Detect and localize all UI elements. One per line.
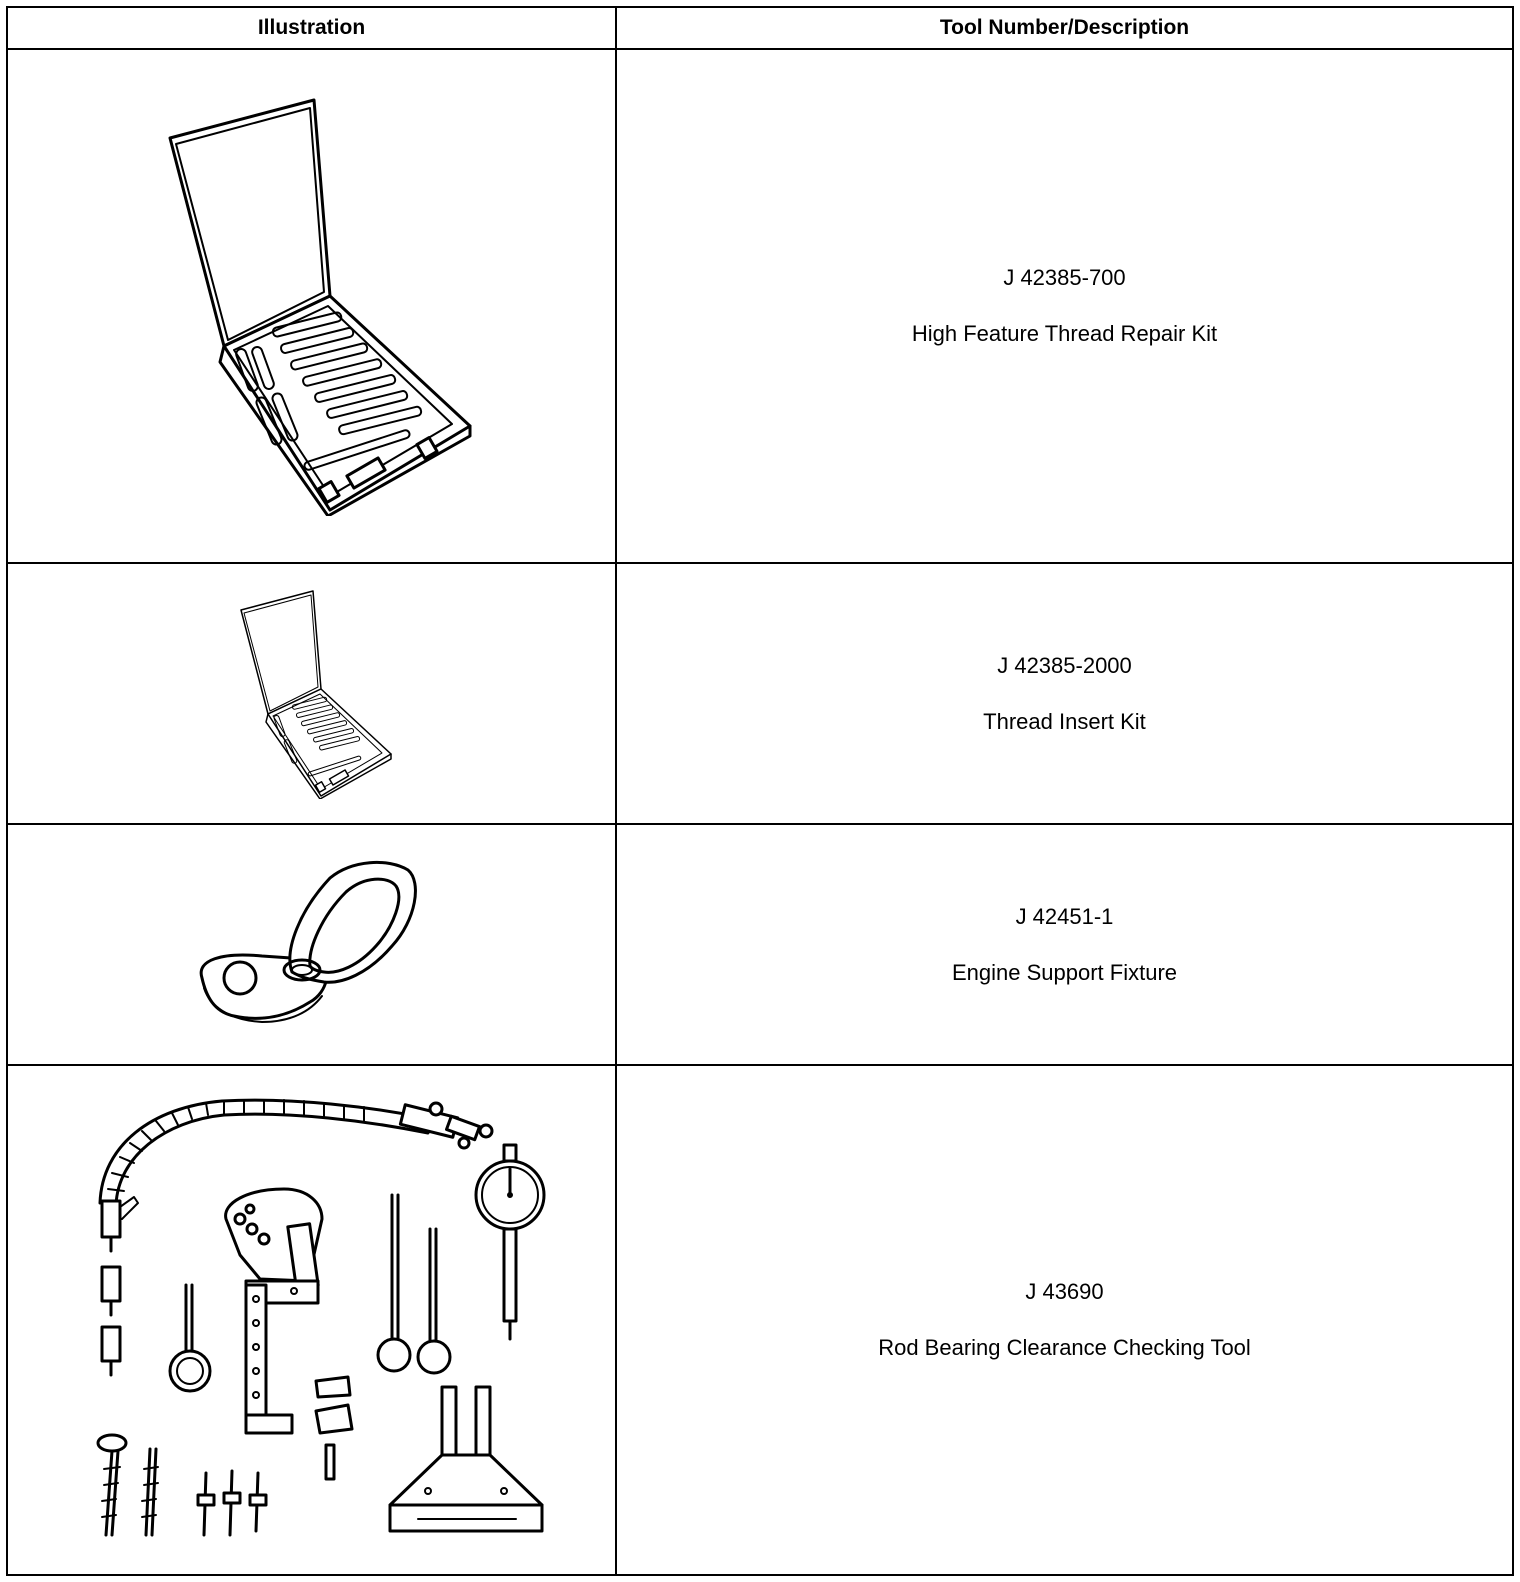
tool-info-cell <box>616 563 1513 824</box>
tool-info-cell <box>616 49 1513 563</box>
thread-repair-kit-case-icon <box>152 96 472 516</box>
tool-number: J 42451-1 <box>1015 903 1114 929</box>
tool-description: High Feature Thread Repair Kit <box>911 321 1218 347</box>
tool-description: Thread Insert Kit <box>983 708 1146 734</box>
table-row <box>7 49 1513 563</box>
table-row <box>7 824 1513 1065</box>
engine-support-fixture-icon <box>192 860 432 1030</box>
illustration-cell <box>7 824 616 1065</box>
header-row <box>7 7 1513 49</box>
tool-column-header: Tool Number/Description <box>616 7 1513 49</box>
illustration-column-header: Illustration <box>7 7 616 49</box>
tool-description: Rod Bearing Clearance Checking Tool <box>878 1334 1251 1360</box>
tool-info-cell <box>616 1065 1513 1575</box>
tool-info-cell <box>616 824 1513 1065</box>
tool-number: J 43690 <box>1025 1278 1104 1304</box>
rod-bearing-checking-tool-set-icon <box>72 1085 552 1555</box>
tool-description: Engine Support Fixture <box>951 959 1178 985</box>
table-row <box>7 563 1513 824</box>
tool-number: J 42385-700 <box>1003 265 1126 291</box>
thread-insert-kit-case-icon <box>232 589 392 799</box>
illustration-cell <box>7 563 616 824</box>
table-row <box>7 1065 1513 1575</box>
illustration-cell <box>7 1065 616 1575</box>
tool-number: J 42385-2000 <box>997 652 1132 678</box>
illustration-cell <box>7 49 616 563</box>
special-tools-table <box>6 6 1514 1576</box>
